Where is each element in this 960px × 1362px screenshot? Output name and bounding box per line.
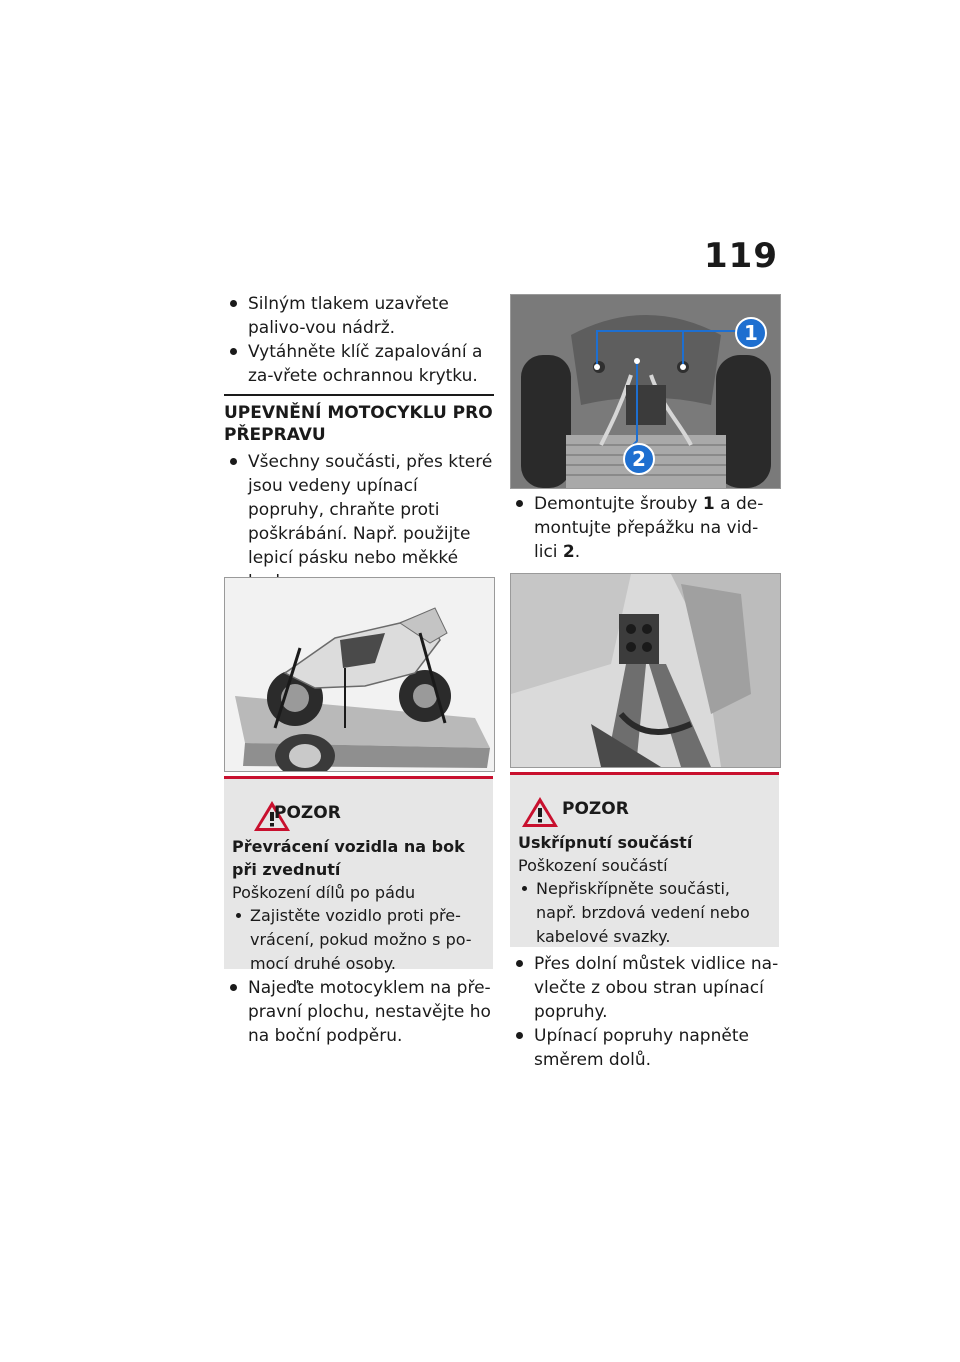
warning-triangle-icon <box>520 795 560 829</box>
warning-label: POZOR <box>274 803 341 823</box>
strap-figure <box>510 573 781 768</box>
fork-bridge-illustration <box>511 295 780 488</box>
text-part: a de-montujte přepážku na vid-lici <box>534 494 764 562</box>
right-end <box>510 952 780 1072</box>
section-heading: UPEVNĚNÍ MOTOCYKLU PRO PŘEPRAVU <box>224 394 494 446</box>
callout-1: 1 <box>744 321 758 345</box>
warning-consequence: Poškození součástí <box>518 856 668 875</box>
motorcycle-trailer-figure <box>224 577 495 772</box>
left-intro <box>224 292 494 388</box>
list-item: Všechny součásti, přes které jsou vedeny upínací popruhy, chraňte proti poškrábání. Např. použijte lepicí pásku nebo měkké <box>224 450 494 594</box>
list-item: Přes dolní můstek vidlice na-vlečte z obou stran upínací popruhy. <box>510 952 780 1024</box>
list-item: Upínací popruhy napněte směrem dolů. <box>510 1024 780 1072</box>
warning-measure: Zajistěte vozidlo proti pře-vrácení, pokud možno s po-mocí druhé osoby. <box>232 904 487 976</box>
section-heading-block <box>224 394 494 446</box>
text-part: Demontujte šrouby <box>534 494 703 514</box>
warning-measure: Nepřiskřípněte součásti, např. brzdová vedení nebo kabelové svazky. <box>518 877 773 949</box>
strap-illustration <box>511 574 780 767</box>
left-drive <box>224 976 494 1048</box>
list-item <box>510 492 780 564</box>
page-number: 119 <box>704 236 778 276</box>
left-protect <box>224 450 494 594</box>
motorcycle-trailer-illustration <box>225 578 494 771</box>
list-item: Silným tlakem uzavřete palivo-vou nádrž. <box>224 292 494 340</box>
warning-label: POZOR <box>562 799 629 819</box>
right-demount <box>510 492 780 564</box>
text-part: . <box>574 542 581 562</box>
callout-2: 2 <box>632 447 646 471</box>
warning-text <box>518 831 773 949</box>
warning-box <box>510 772 779 947</box>
warning-consequence: Poškození dílů po pádu <box>232 883 416 902</box>
warning-text <box>232 835 487 976</box>
warning-title: Převrácení vozidla na bok při zvednutí <box>232 837 465 879</box>
list-item: Najeďte motocyklem na pře-pravní plochu, nestavějte ho na boční podpěru. <box>224 976 494 1048</box>
reference-2: 2 <box>562 542 575 562</box>
list-item: Vytáhněte klíč zapalování a za-vřete ochrannou krytku. <box>224 340 494 388</box>
fork-bridge-figure <box>510 294 781 489</box>
warning-title: Uskřípnutí součástí <box>518 833 693 852</box>
reference-1: 1 <box>702 494 715 514</box>
warning-box <box>224 776 493 973</box>
